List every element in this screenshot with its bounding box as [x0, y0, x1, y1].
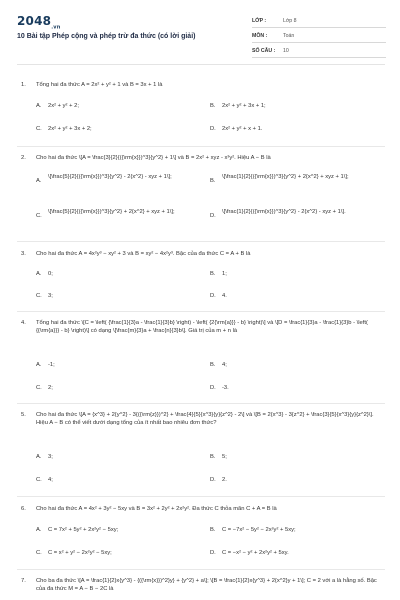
option-letter: B. — [210, 527, 216, 533]
option-letter: C. — [36, 126, 42, 132]
option-a[interactable] — [36, 102, 196, 110]
option-text: 2. — [222, 477, 227, 483]
option-text: 2x² + y² + 3x + 1; — [222, 103, 266, 109]
option-text: 0; — [48, 271, 53, 277]
option-b[interactable] — [210, 270, 380, 278]
option-d[interactable] — [210, 292, 380, 300]
option-c[interactable] — [36, 476, 196, 484]
option-letter: C. — [36, 293, 42, 299]
option-b[interactable] — [210, 102, 380, 110]
option-c[interactable] — [36, 549, 204, 557]
option-text: 4; — [48, 477, 53, 483]
option-text: -3. — [222, 385, 229, 391]
option-c[interactable] — [36, 208, 204, 219]
question-divider — [17, 403, 385, 404]
meta-key: MÔN : — [252, 33, 268, 39]
option-d[interactable] — [210, 549, 382, 557]
option-text: 2; — [48, 385, 53, 391]
option-letter: D. — [210, 477, 216, 483]
option-a[interactable] — [36, 270, 196, 278]
option-c[interactable] — [36, 125, 196, 133]
option-letter: A. — [36, 271, 42, 277]
question-text: Cho hai đa thức \[A = \frac{3}{2}{({\rm{x}})^3}{y^2} + 1\] và B = 2x² + xyz - x³y². Hiệu A − B là — [36, 155, 271, 161]
option-letter: C. — [36, 213, 42, 219]
document-header — [0, 0, 400, 70]
meta-key: SỐ CÂU : — [252, 48, 276, 54]
question-6 — [17, 505, 385, 513]
question-text: Cho hai đa thức \[A = {x^3} + 2{y^2} - 3{({\rm{z}})^2} + \frac{4}{5}{x^3}{y}{z^2} - 2\] và \[B = 2{x^3} - 3{z^2} + \frac{3}{5}{x^3}{y}{z^2}\]. Hiệu A − B có thể viết dưới dạng tổng của ít nhất bao nhiêu đơn thức? — [36, 412, 374, 427]
option-text: 4; — [222, 362, 227, 368]
meta-row-class — [252, 13, 386, 28]
option-text: \[\frac{5}{2}{({\rm{x}})^3}{y^2} - 2{x^2} - xyz + 1\]; — [48, 174, 172, 180]
option-letter: D. — [210, 385, 216, 391]
option-d[interactable] — [210, 384, 380, 392]
option-c[interactable] — [36, 384, 196, 392]
option-letter: C. — [36, 385, 42, 391]
option-letter: C. — [36, 550, 42, 556]
question-5 — [17, 411, 385, 427]
question-text: Cho hai đa thức A = 4x²y³ − xy² + 3 và B = xy² − 4x²y³. Bậc của đa thức C = A + B là — [36, 251, 251, 257]
logo-text: 2048 — [17, 14, 52, 28]
option-text: 2x² + y² + 3x + 2; — [48, 126, 92, 132]
option-b[interactable] — [210, 173, 382, 184]
header-divider — [17, 64, 385, 65]
question-1 — [17, 81, 385, 89]
question-number: 3. — [21, 251, 26, 257]
option-text: 2x² + y² + 2; — [48, 103, 79, 109]
meta-row-subject — [252, 28, 386, 43]
question-text: Tổng hai đa thức \[C = \left( {\frac{1}{3}a - \frac{1}{3}b} \right) - \left( {2{\rm{a}}} - b} \right)\] và \[D = \frac{1}{3}a - \frac{1}{3}b - \left( {{\rm{a}}} - b} \right)\] có dạng \[\frac{m}{3}a + \frac{n}{3}b\]. Giá trị của m + n là — [36, 320, 368, 335]
question-text: Tổng hai đa thức A = 2x² + y² + 1 và B = 3x + 1 là — [36, 82, 163, 88]
option-b[interactable] — [210, 453, 380, 461]
option-d[interactable] — [210, 125, 380, 133]
meta-key: LỚP : — [252, 18, 267, 24]
option-d[interactable] — [210, 208, 382, 219]
option-letter: D. — [210, 293, 216, 299]
question-number: 7. — [21, 578, 26, 584]
question-divider — [17, 241, 385, 242]
option-text: C = x² + y² − 2x²y² − 5xy; — [48, 550, 112, 556]
page-title: 10 Bài tập Phép cộng và phép trừ đa thức (có lời giải) — [17, 33, 196, 40]
option-text: C = −x² − y² + 2x²y² + 5xy. — [222, 550, 289, 556]
question-divider — [17, 496, 385, 497]
option-text: 3; — [48, 454, 53, 460]
option-text: 3; — [48, 293, 53, 299]
logo-suffix: .vn — [51, 24, 61, 31]
question-number: 4. — [21, 320, 26, 326]
option-letter: A. — [36, 362, 42, 368]
option-letter: B. — [210, 454, 216, 460]
question-4 — [17, 319, 385, 335]
option-letter: B. — [210, 178, 216, 184]
question-text: Cho ba đa thức \[A = \frac{1}{2}x{y^3} - {({\rm{x}})^2}y} + {y^2} + a\]; \[B = \frac{1}{2}x{y^3} + 2{x^2}y + 1\]; C = 2 với a là hằng số. Bậc của đa thức M = A − B − 2C là — [36, 578, 377, 593]
question-3 — [17, 250, 385, 258]
option-letter: A. — [36, 454, 42, 460]
option-a[interactable] — [36, 173, 204, 184]
option-letter: C. — [36, 477, 42, 483]
option-text: \[\frac{1}{2}{({\rm{x}})^3}{y^2} - 2{x^2} - xyz + 1\]. — [222, 209, 346, 215]
option-c[interactable] — [36, 292, 196, 300]
meta-row-count — [252, 43, 386, 58]
question-number: 1. — [21, 82, 26, 88]
option-letter: D. — [210, 550, 216, 556]
question-divider — [17, 146, 385, 147]
option-letter: A. — [36, 103, 42, 109]
option-text: 2x² + y² + x + 1. — [222, 126, 263, 132]
option-letter: B. — [210, 271, 216, 277]
question-2 — [17, 154, 385, 162]
question-number: 6. — [21, 506, 26, 512]
option-a[interactable] — [36, 361, 196, 369]
option-a[interactable] — [36, 453, 196, 461]
option-letter: A. — [36, 178, 42, 184]
question-text: Cho hai đa thức A = 4x² + 3y² − 5xy và B = 3x² + 2y² + 2x²y². Đa thức C thỏa mãn C + A = B là — [36, 506, 277, 512]
option-text: 1; — [222, 271, 227, 277]
option-text: \[\frac{5}{2}{({\rm{x}})^3}{y^2} + 2{x^2} + xyz + 1\]; — [48, 209, 175, 215]
option-text: 5; — [222, 454, 227, 460]
question-divider — [17, 569, 385, 570]
option-d[interactable] — [210, 476, 380, 484]
question-7 — [17, 577, 385, 593]
option-b[interactable] — [210, 526, 382, 534]
option-letter: A. — [36, 527, 42, 533]
site-logo[interactable] — [17, 14, 61, 30]
option-text: C = −7x² − 5y² − 2x²y² + 5xy; — [222, 527, 296, 533]
option-letter: B. — [210, 362, 216, 368]
question-number: 2. — [21, 155, 26, 161]
option-letter: D. — [210, 126, 216, 132]
option-b[interactable] — [210, 361, 380, 369]
option-letter: B. — [210, 103, 216, 109]
option-text: C = 7x² + 5y² + 2x²y² − 5xy; — [48, 527, 119, 533]
question-number: 5. — [21, 412, 26, 418]
meta-value: Lớp 8 — [283, 18, 297, 24]
meta-table — [252, 13, 386, 58]
option-text: 4. — [222, 293, 227, 299]
meta-value: 10 — [283, 48, 289, 54]
option-letter: D. — [210, 213, 216, 219]
option-text: -1; — [48, 362, 55, 368]
question-divider — [17, 311, 385, 312]
option-text: \[\frac{1}{2}{({\rm{x}})^3}{y^2} + 2{x^2} + xyz + 1\]; — [222, 174, 349, 180]
option-a[interactable] — [36, 526, 204, 534]
meta-value: Toán — [283, 33, 295, 39]
